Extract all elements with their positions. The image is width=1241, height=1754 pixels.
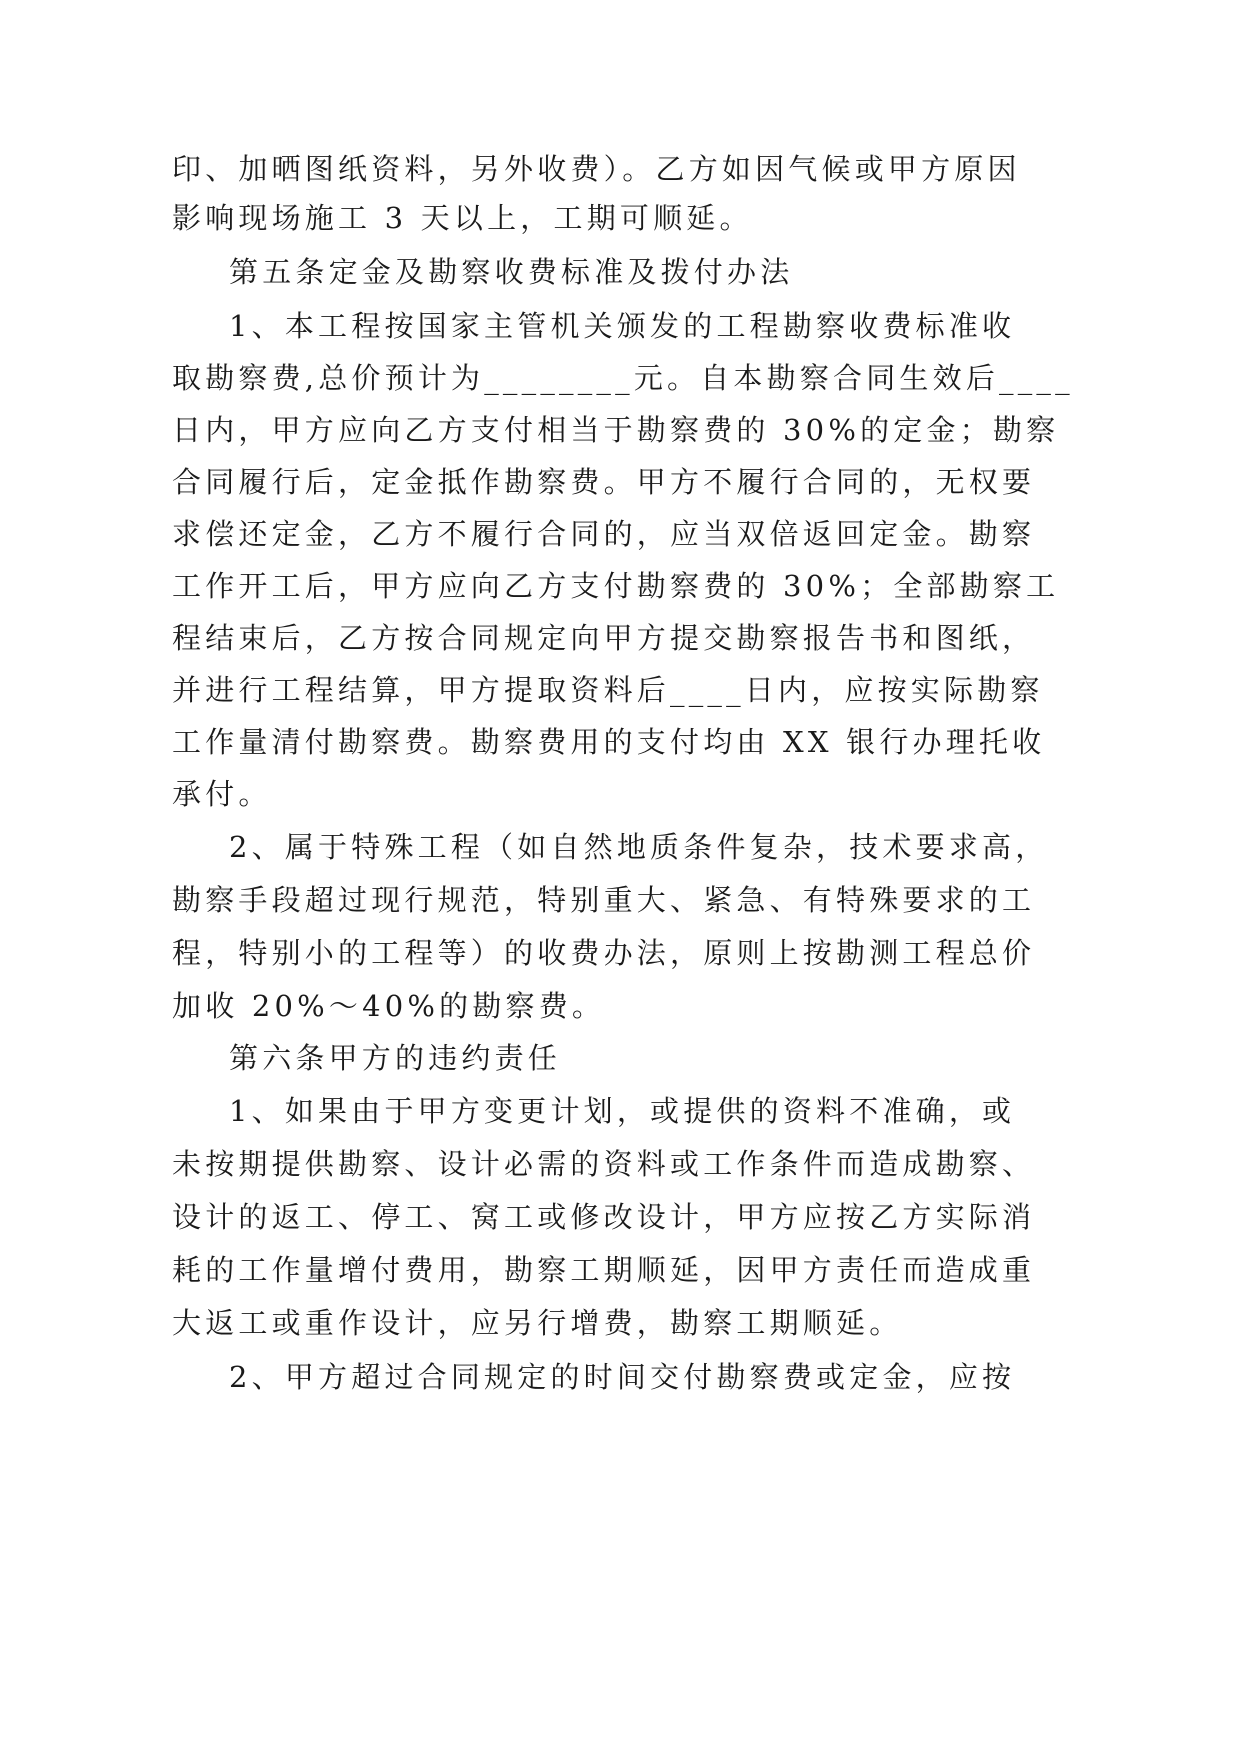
text-line: 并进行工程结算，甲方提取资料后____日内，应按实际勘察: [172, 673, 1044, 707]
text-line: 合同履行后，定金抵作勘察费。甲方不履行合同的，无权要: [172, 465, 1036, 499]
text-line: 设计的返工、停工、窝工或修改设计，甲方应按乙方实际消: [172, 1200, 1036, 1234]
text-line: 工作量清付勘察费。勘察费用的支付均由 XX 银行办理托收: [172, 725, 1046, 759]
text-line: 程，特别小的工程等）的收费办法，原则上按勘测工程总价: [172, 936, 1036, 970]
text-line: 1、如果由于甲方变更计划，或提供的资料不准确，或: [229, 1094, 1016, 1128]
text-line: 日内，甲方应向乙方支付相当于勘察费的 30%的定金；勘察: [172, 413, 1060, 447]
text-line: 大返工或重作设计，应另行增费，勘察工期顺延。: [172, 1306, 903, 1340]
section-heading: 第六条甲方的违约责任: [229, 1041, 562, 1075]
text-line: 未按期提供勘察、设计必需的资料或工作条件而造成勘察、: [172, 1147, 1036, 1181]
text-line: 工作开工后，甲方应向乙方支付勘察费的 30%；全部勘察工: [172, 569, 1060, 603]
text-line: 2、属于特殊工程（如自然地质条件复杂，技术要求高，: [229, 830, 1049, 864]
text-line: 2、甲方超过合同规定的时间交付勘察费或定金，应按: [229, 1360, 1016, 1394]
text-line: 影响现场施工 3 天以上，工期可顺延。: [172, 201, 753, 235]
text-line: 勘察手段超过现行规范，特别重大、紧急、有特殊要求的工: [172, 883, 1036, 917]
text-line: 求偿还定金，乙方不履行合同的，应当双倍返回定金。勘察: [172, 517, 1036, 551]
text-line: 加收 20%～40%的勘察费。: [172, 989, 606, 1023]
text-line: 印、加晒图纸资料，另外收费）。乙方如因气候或甲方原因: [172, 152, 1021, 186]
text-line: 耗的工作量增付费用，勘察工期顺延，因甲方责任而造成重: [172, 1253, 1036, 1287]
text-line: 程结束后，乙方按合同规定向甲方提交勘察报告书和图纸，: [172, 621, 1036, 655]
text-line: 取勘察费,总价预计为________元。自本勘察合同生效后____: [172, 361, 1074, 395]
text-line: 1、本工程按国家主管机关颁发的工程勘察收费标准收: [229, 309, 1016, 343]
text-line: 承付。: [172, 777, 272, 811]
section-heading: 第五条定金及勘察收费标准及拨付办法: [229, 255, 794, 289]
